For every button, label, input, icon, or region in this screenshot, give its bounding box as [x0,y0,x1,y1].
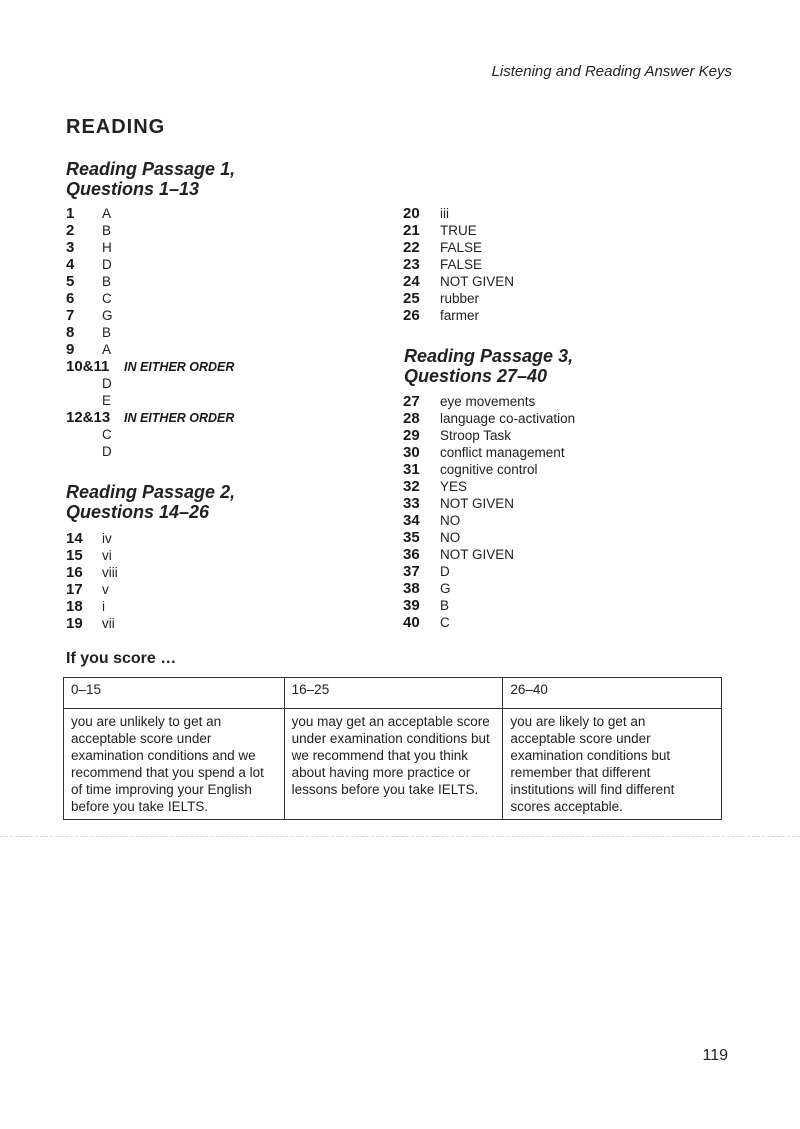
answer-number: 38 [403,580,420,597]
passage-2-title-line2: Questions 14–26 [66,502,210,522]
answer-row-16 [66,564,118,581]
answer-row-37 [403,563,575,580]
scan-artifact-divider [0,836,800,837]
answer-value: A [102,342,112,357]
score-heading: If you score … [66,650,177,667]
answer-number: 37 [403,563,420,580]
answer-value: NO [440,513,461,528]
answer-row-8 [66,324,234,341]
passage-3-title [404,346,573,386]
answer-number: 5 [66,273,75,290]
answer-row-29 [403,427,575,444]
score-description-low: you are unlikely to get an acceptable score under examination conditions and we recommend that you spend a lot of time improving your English before you take IELTS. [64,709,285,820]
answer-value: v [102,582,109,597]
answer-row-15 [66,547,118,564]
answer-row-3 [66,239,234,256]
answer-number: 35 [403,529,420,546]
answer-number: 3 [66,239,75,256]
passage-1-title [66,159,235,199]
answer-row-10-11 [66,358,234,375]
answer-row-17 [66,581,118,598]
answer-row-25 [403,290,514,307]
answer-value: D [102,444,112,459]
answer-value: D [102,376,112,391]
answer-value: i [102,599,105,614]
answer-number: 26 [403,307,420,324]
answer-number: 31 [403,461,420,478]
answer-value: C [440,615,450,630]
answer-number: 9 [66,341,75,358]
answer-value: YES [440,479,468,494]
either-order-note: IN EITHER ORDER [124,411,235,425]
section-title: READING [66,116,166,138]
answer-row-32 [403,478,575,495]
answer-value: NOT GIVEN [440,547,515,562]
answer-value: B [102,274,112,289]
answer-row-10-11-value [66,392,234,409]
answer-row-30 [403,444,575,461]
answer-row-39 [403,597,575,614]
answer-row-21 [403,222,514,239]
answer-number: 23 [403,256,420,273]
answer-row-38 [403,580,575,597]
answer-value: H [102,240,112,255]
answer-row-7 [66,307,234,324]
answer-row-31 [403,461,575,478]
answer-value: B [440,598,450,613]
answer-value: E [102,393,112,408]
passage-2-answer-list-right [403,205,514,324]
answer-row-20 [403,205,514,222]
passage-2-title [66,482,235,522]
answer-value: FALSE [440,257,483,272]
score-table-header-row [64,678,722,709]
answer-number: 8 [66,324,75,341]
answer-row-28 [403,410,575,427]
answer-row-1 [66,205,234,222]
either-order-note: IN EITHER ORDER [124,360,235,374]
answer-value: language co-activation [440,411,576,426]
answer-row-26 [403,307,514,324]
answer-number: 28 [403,410,420,427]
answer-value: B [102,223,112,238]
score-range-mid: 16–25 [284,678,503,709]
answer-value: TRUE [440,223,477,238]
answer-number: 33 [403,495,420,512]
answer-row-14 [66,530,118,547]
answer-number: 40 [403,614,420,631]
answer-value: farmer [440,308,480,323]
answer-value: D [440,564,450,579]
answer-value: viii [102,565,118,580]
answer-row-19 [66,615,118,632]
answer-number: 36 [403,546,420,563]
passage-3-answer-list [403,393,575,631]
answer-row-34 [403,512,575,529]
answer-number: 12&13 [66,409,111,426]
answer-row-22 [403,239,514,256]
answer-number: 27 [403,393,420,410]
answer-value: C [102,427,112,442]
answer-value: iv [102,531,112,546]
answer-value: G [102,308,113,323]
answer-number: 34 [403,512,420,529]
answer-number: 6 [66,290,75,307]
answer-number: 16 [66,564,83,581]
answer-number: 10&11 [66,358,110,375]
score-table [63,677,722,820]
passage-3-title-line2: Questions 27–40 [404,366,548,386]
answer-value: Stroop Task [440,428,512,443]
answer-value: NOT GIVEN [440,496,515,511]
answer-row-10-11-value [66,375,234,392]
answer-value: D [102,257,112,272]
answer-row-5 [66,273,234,290]
answer-row-36 [403,546,575,563]
answer-number: 18 [66,598,83,615]
answer-number: 7 [66,307,75,324]
answer-number: 24 [403,273,420,290]
answer-number: 1 [66,205,75,222]
answer-number: 39 [403,597,420,614]
passage-1-answer-list [66,205,234,460]
score-range-high: 26–40 [503,678,722,709]
passage-2-title-line1: Reading Passage 2, [66,482,236,502]
answer-row-40 [403,614,575,631]
answer-number: 4 [66,256,75,273]
score-description-high: you are likely to get an acceptable score under examination conditions but remember that different institutions will find different scores acceptable. [503,709,722,820]
answer-number: 32 [403,478,420,495]
answer-number: 14 [66,530,83,547]
answer-value: vi [102,548,112,563]
score-description-mid: you may get an acceptable score under examination conditions but we recommend that you think about having more practice or lessons before you take IELTS. [284,709,503,820]
answer-row-4 [66,256,234,273]
answer-value: vii [102,616,115,631]
answer-value: NO [440,530,461,545]
answer-value: A [102,206,112,221]
answer-number: 25 [403,290,420,307]
answer-row-9 [66,341,234,358]
answer-number: 21 [403,222,420,239]
answer-number: 29 [403,427,420,444]
answer-row-2 [66,222,234,239]
answer-number: 19 [66,615,83,632]
answer-row-12-13-value [66,426,234,443]
answer-number: 30 [403,444,420,461]
answer-value: B [102,325,112,340]
answer-value: NOT GIVEN [440,274,515,289]
answer-row-35 [403,529,575,546]
answer-row-6 [66,290,234,307]
answer-row-27 [403,393,575,410]
passage-1-title-line2: Questions 1–13 [66,179,200,199]
answer-row-12-13-value [66,443,234,460]
answer-row-18 [66,598,118,615]
passage-1-title-line1: Reading Passage 1, [66,159,236,179]
passage-2-answer-list-left [66,530,118,632]
running-header: Listening and Reading Answer Keys [491,63,732,80]
answer-value: C [102,291,112,306]
answer-value: conflict management [440,445,565,460]
answer-value: G [440,581,451,596]
answer-row-33 [403,495,575,512]
answer-row-12-13 [66,409,234,426]
score-range-low: 0–15 [64,678,285,709]
answer-number: 15 [66,547,83,564]
answer-value: iii [440,206,449,221]
answer-number: 20 [403,205,420,222]
answer-value: rubber [440,291,480,306]
answer-number: 17 [66,581,83,598]
page-number: 119 [702,1047,728,1064]
passage-3-title-line1: Reading Passage 3, [404,346,574,366]
answer-number: 22 [403,239,420,256]
answer-number: 2 [66,222,75,239]
answer-value: eye movements [440,394,536,409]
answer-row-23 [403,256,514,273]
answer-value: FALSE [440,240,483,255]
score-table-description-row [64,709,722,820]
answer-value: cognitive control [440,462,538,477]
answer-row-24 [403,273,514,290]
